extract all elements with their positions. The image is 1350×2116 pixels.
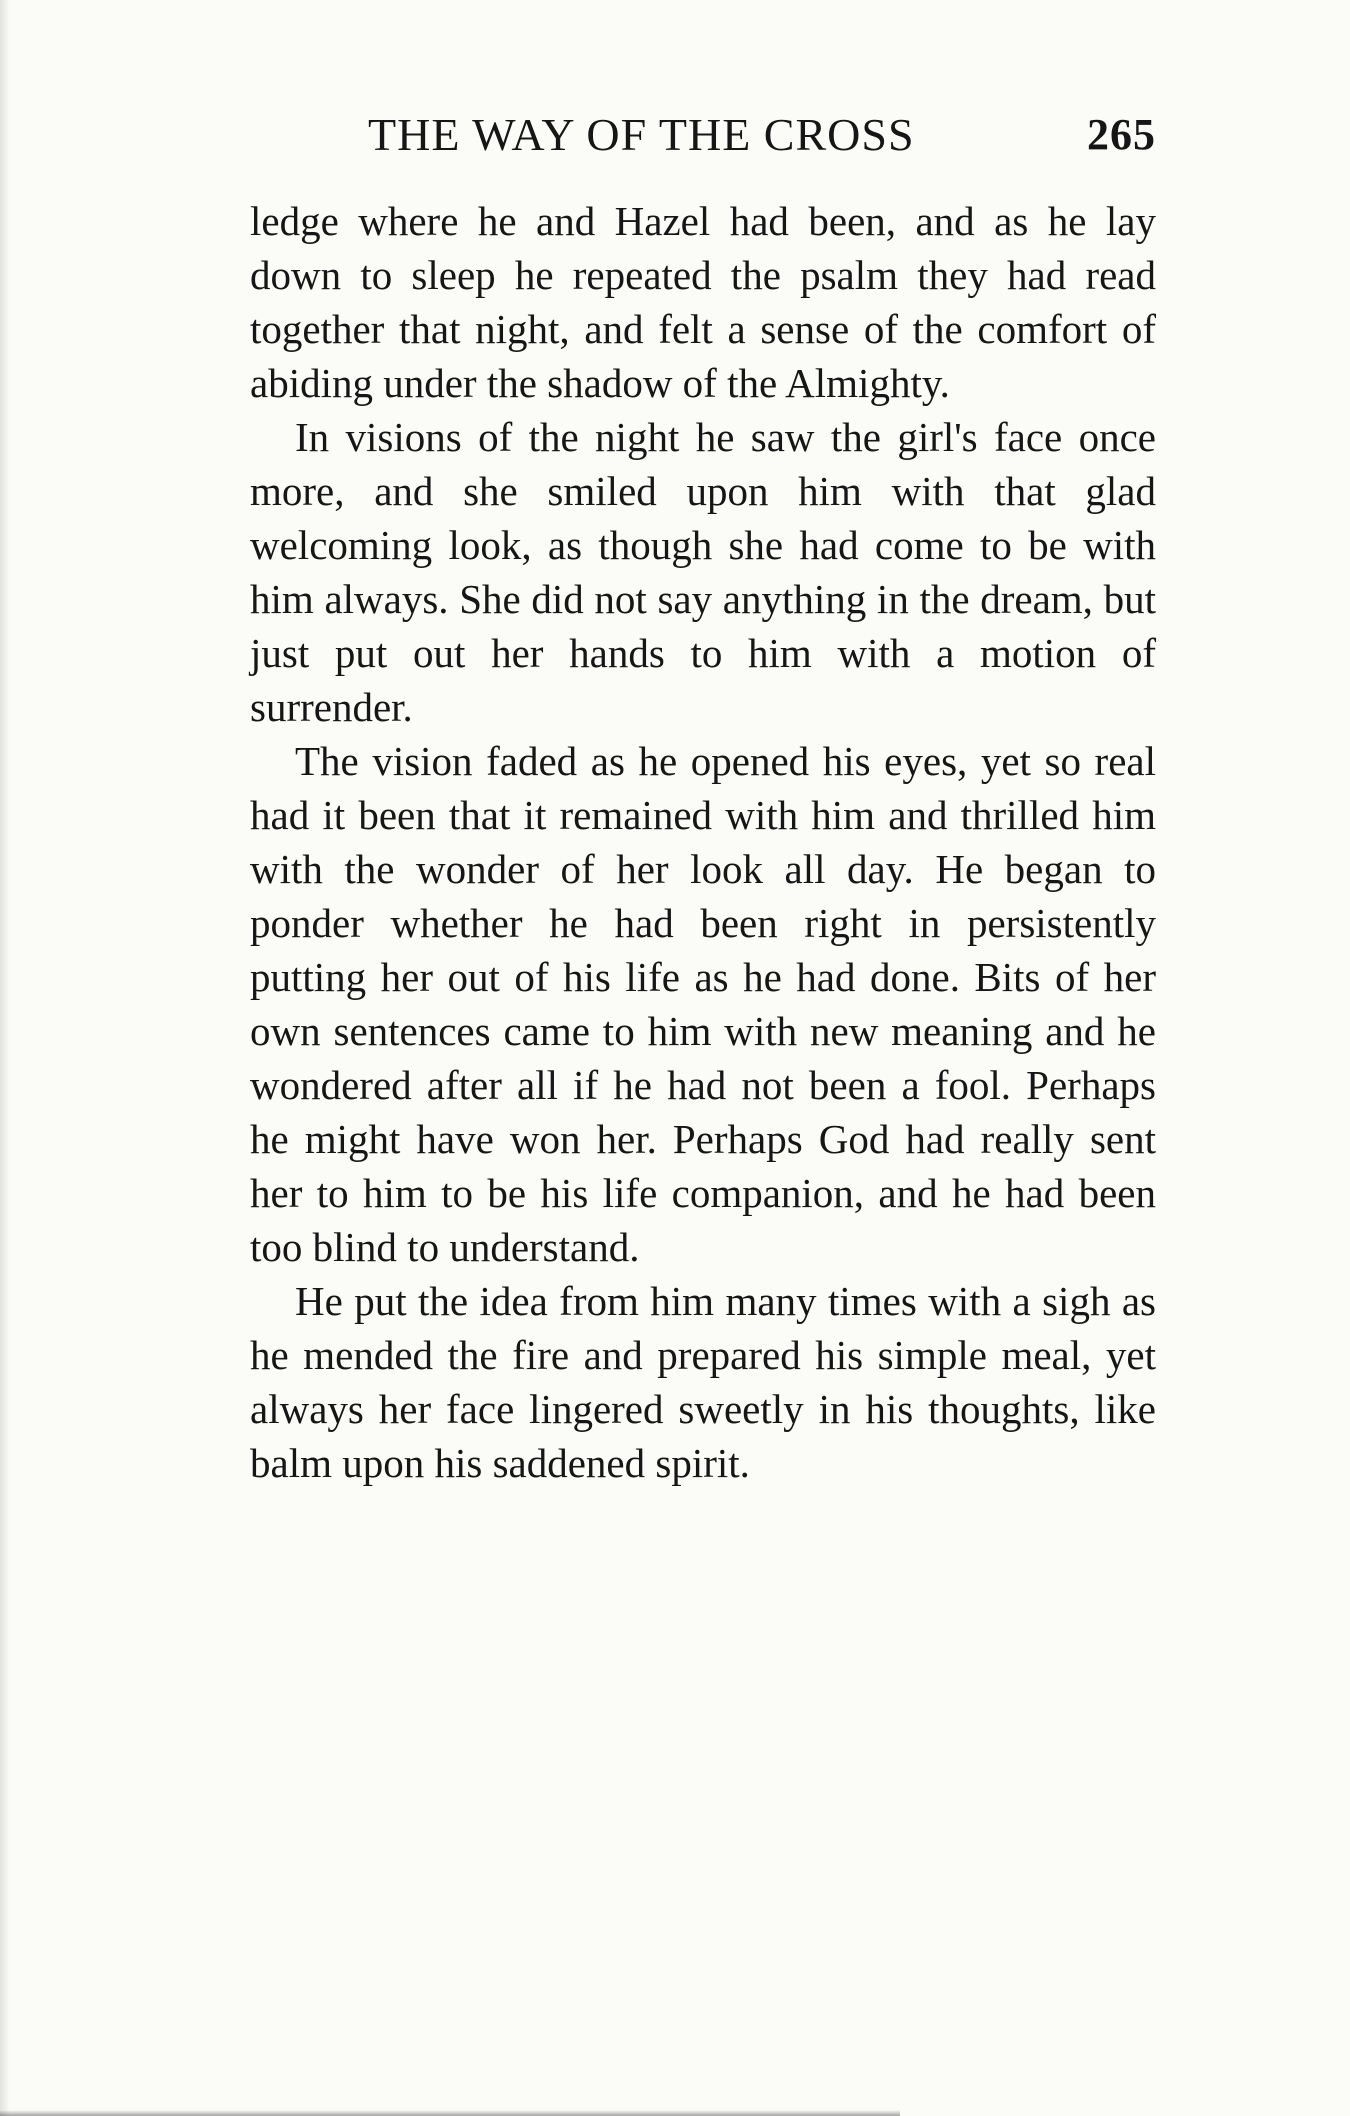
running-title: THE WAY OF THE CROSS: [368, 109, 915, 160]
paragraph-4: He put the idea from him many times with a sigh as he mended the fire and prepared his simple meal, yet always her face lingered sweetly in his thoughts, like balm upon his saddened spirit.: [250, 1278, 1156, 1486]
paragraph-2: In visions of the night he saw the girl's face once more, and she smiled upon him with that glad welcoming look, as though she had come to be with him always. She did not say anything in the dream, but just put out her hands to him with a motion of surrender.: [250, 414, 1156, 730]
page-number: 265: [1087, 110, 1156, 159]
paragraph-3: The vision faded as he opened his eyes, yet so real had it been that it remained with him and thrilled him with the wonder of her look all day. He began to ponder whether he had been right in persistently putting her out of his life as he had done. Bits of her own sentences came to him with new meaning and he wondered after all if he had not been a fool. Perhaps he might have won her. Perhaps God had really sent her to him to be his life companion, and he had been too blind to understand.: [250, 738, 1156, 1270]
body-text: [250, 194, 1156, 1490]
spine-shadow: [0, 0, 10, 2116]
page-bottom-edge: [0, 2110, 900, 2116]
paragraph-1: ledge where he and Hazel had been, and as he lay down to sleep he repeated the psalm they had read together that night, and felt a sense of the comfort of abiding under the shadow of the Almighty.: [250, 198, 1156, 406]
running-head: [368, 105, 1156, 165]
